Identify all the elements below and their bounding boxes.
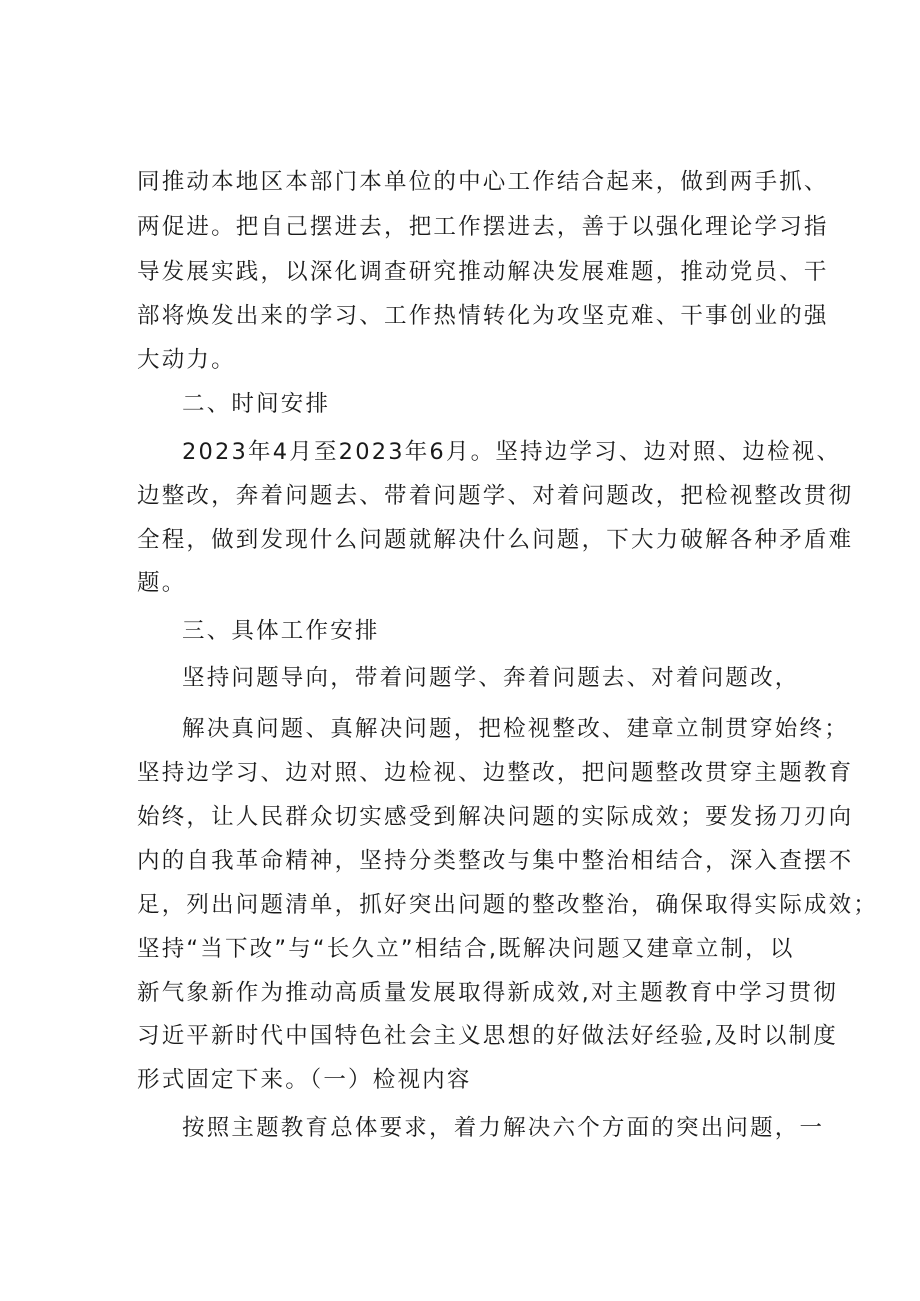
paragraph-line: 始终，让人民群众切实感受到解决问题的实际成效；要发扬刀刃向: [137, 804, 854, 830]
paragraph-line: 边整改，奔着问题去、带着问题学、对着问题改，把检视整改贯彻: [137, 483, 854, 509]
paragraph-line: 新气象新作为推动高质量发展取得新成效,对主题教育中学习贯彻: [137, 980, 838, 1006]
paragraph-line: 全程，做到发现什么问题就解决什么问题，下大力破解各种矛盾难: [137, 527, 854, 553]
section-heading: 三、具体工作安排: [182, 618, 380, 644]
paragraph-line: 坚持“当下改”与“长久立”相结合,既解决问题又建章立制，以: [137, 936, 795, 962]
paragraph-line: 两促进。把自己摆进去，把工作摆进去，善于以强化理论学习指: [137, 214, 829, 240]
paragraph-line: 坚持边学习、边对照、边检视、边整改，把问题整改贯穿主题教育: [137, 760, 854, 786]
paragraph-line: 大动力。: [137, 347, 236, 373]
paragraph-line: 足，列出问题清单，抓好突出问题的整改整治，确保取得实际成效；: [137, 892, 879, 918]
paragraph-line: 2023年4月至2023年6月。坚持边学习、边对照、边检视、: [182, 439, 842, 465]
paragraph-line: 解决真问题、真解决问题，把检视整改、建章立制贯穿始终；: [182, 716, 849, 742]
paragraph-line: 同推动本地区本部门本单位的中心工作结合起来，做到两手抓、: [137, 169, 829, 195]
paragraph-line: 坚持问题导向，带着问题学、奔着问题去、对着问题改，: [182, 665, 800, 691]
paragraph-line: 习近平新时代中国特色社会主义思想的好做法好经验,及时以制度: [137, 1023, 838, 1049]
paragraph-line: 导发展实践，以深化调查研究推动解决发展难题，推动党员、干: [137, 259, 829, 285]
paragraph-line: 按照主题教育总体要求，着力解决六个方面的突出问题，一: [182, 1115, 825, 1141]
paragraph-line: 部将焕发出来的学习、工作热情转化为攻坚克难、干事创业的强: [137, 303, 829, 329]
paragraph-line: 形式固定下来。（一）检视内容: [137, 1067, 472, 1093]
section-heading: 二、时间安排: [182, 391, 331, 417]
paragraph-line: 题。: [137, 570, 187, 596]
paragraph-line: 内的自我革命精神，坚持分类整改与集中整治相结合，深入查摆不: [137, 848, 854, 874]
